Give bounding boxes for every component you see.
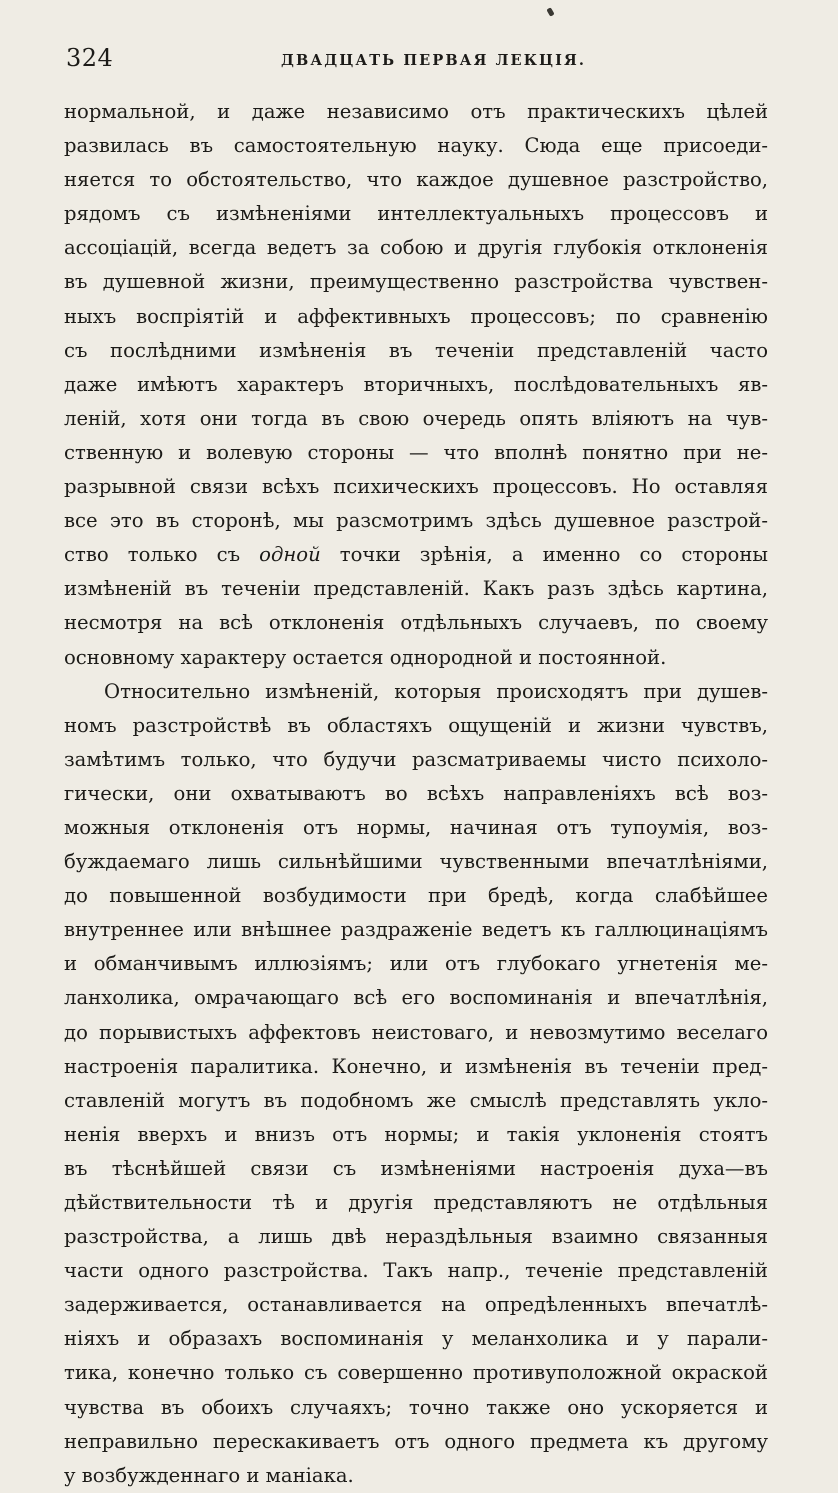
text-line: съ послѣдними измѣненія въ теченіи представленій часто [64, 338, 768, 362]
text-line: ныхъ воспріятій и аффективныхъ процессовъ; по сравненію [64, 304, 768, 328]
text-line: няется то обстоятельство, что каждое душевное разстройство, [64, 168, 768, 192]
text-line: рядомъ съ измѣненіями интеллектуальныхъ процессовъ и [64, 202, 768, 226]
text-line: все это въ сторонѣ, мы разсмотримъ здѣсь душевное разстрой- [64, 509, 768, 533]
text-line: развилась въ самостоятельную науку. Сюда еще присоеди- [64, 134, 768, 158]
text-line: гически, они охватываютъ во всѣхъ направленіяхъ всѣ воз- [64, 781, 768, 805]
page-number: 324 [66, 44, 114, 72]
text-line: ненія вверхъ и внизъ отъ нормы; и такія уклоненія стоятъ [64, 1122, 768, 1146]
page-header [66, 44, 768, 76]
text-line: части одного разстройства. Такъ напр., теченіе представленій [64, 1259, 768, 1283]
text-line: настроенія паралитика. Конечно, и измѣненія въ теченіи пред- [64, 1054, 768, 1078]
paragraph-1 [64, 95, 768, 675]
text-line: леній, хотя они тогда въ свою очередь опять вліяютъ на чув- [64, 406, 768, 430]
text-line: дѣйствительности тѣ и другія представляютъ не отдѣльныя [64, 1191, 768, 1214]
text-line: и обманчивымъ иллюзіямъ; или отъ глубокаго угнетенія ме- [64, 952, 768, 976]
emphasized-word: одной [259, 543, 321, 567]
text-line: ніяхъ и образахъ воспоминанія у меланхолика и у парали- [64, 1327, 768, 1351]
text-line-last: у возбужденнаго и маніака. [64, 1463, 354, 1487]
paragraph-2 [64, 675, 768, 1493]
text-line: можныя отклоненія отъ нормы, начиная отъ тупоумія, воз- [64, 815, 768, 839]
text-line: ассоціацій, всегда ведетъ за собою и другія глубокія отклоненія [64, 236, 768, 260]
text-line-last: основному характеру остается однородной и постоянной. [64, 645, 667, 669]
text-line: ставленій могутъ въ подобномъ же смыслѣ представлять укло- [64, 1088, 768, 1112]
text-line: чувства въ обоихъ случаяхъ; точно также оно ускоряется и [64, 1395, 768, 1419]
text-line: разстройства, а лишь двѣ нераздѣльныя взаимно связанныя [64, 1225, 768, 1249]
text-line: неправильно перескакиваетъ отъ одного предмета къ другому [64, 1429, 768, 1453]
text-line: тика, конечно только съ совершенно противуположной окраской [64, 1361, 768, 1385]
text-line: даже имѣютъ характеръ вторичныхъ, послѣдовательныхъ яв- [64, 372, 768, 396]
text-line: измѣненій въ теченіи представленій. Какъ разъ здѣсь картина, [64, 577, 768, 601]
print-speck [546, 7, 554, 16]
text-line: номъ разстройствѣ въ областяхъ ощущеній и жизни чувствъ, [64, 713, 768, 737]
text-line: ственную и волевую стороны — что вполнѣ понятно при не- [64, 440, 768, 464]
text-line-with-emphasis [64, 538, 768, 572]
text-line: ланхолика, омрачающаго всѣ его воспоминанія и впечатлѣнія, [64, 986, 768, 1010]
text-line: внутреннее или внѣшнее раздраженіе ведетъ къ галлюцинаціямъ [64, 918, 768, 942]
text-line: въ душевной жизни, преимущественно разстройства чувствен- [64, 270, 768, 294]
text-line-indented: Относительно измѣненій, которыя происходятъ при душев- [104, 679, 768, 703]
body-text [64, 95, 768, 1493]
text-line: разрывной связи всѣхъ психическихъ процессовъ. Но оставляя [64, 475, 768, 499]
text-line: до порывистыхъ аффектовъ неистоваго, и невозмутимо веселаго [64, 1020, 768, 1044]
text-line: несмотря на всѣ отклоненія отдѣльныхъ случаевъ, по своему [64, 611, 768, 635]
text-line: задерживается, останавливается на опредѣленныхъ впечатлѣ- [64, 1293, 768, 1317]
text-line: въ тѣснѣйшей связи съ измѣненіями настроенія духа—въ [64, 1156, 768, 1180]
text-line: буждаемаго лишь сильнѣйшими чувственными впечатлѣніями, [64, 850, 768, 874]
text-line: до повышенной возбудимости при бредѣ, когда слабѣйшее [64, 884, 768, 908]
text-line: нормальной, и даже независимо отъ практическихъ цѣлей [64, 100, 768, 123]
text-fragment: ство только съ [64, 543, 241, 567]
running-head: ДВАДЦАТЬ ПЕРВАЯ ЛЕКЦІЯ. [281, 52, 587, 69]
text-line: замѣтимъ только, что будучи разсматриваемы чисто психоло- [64, 747, 768, 771]
text-fragment: точки зрѣнія, а именно со стороны [339, 543, 768, 567]
